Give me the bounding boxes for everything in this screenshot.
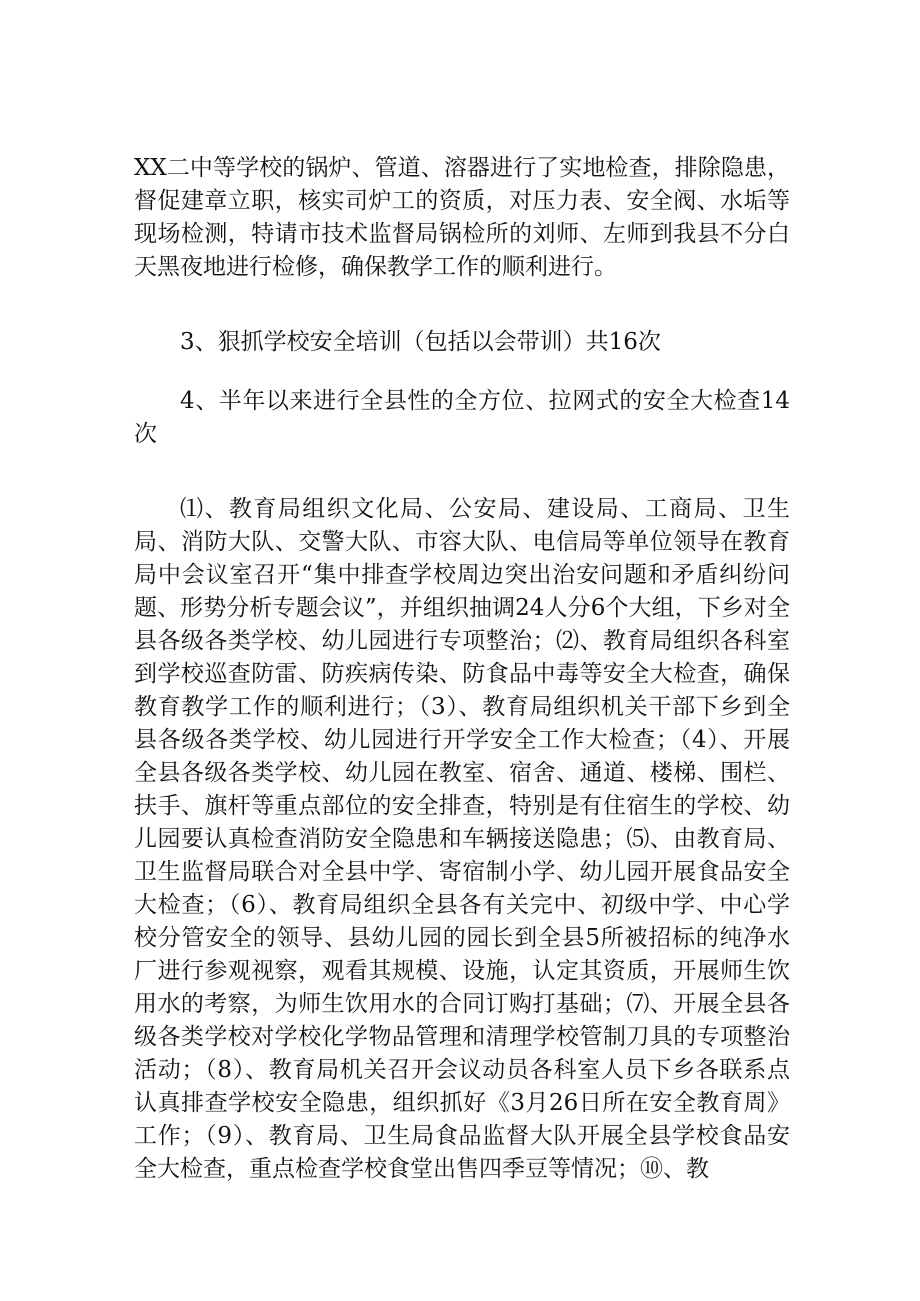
paragraph-safety-training: 3、狠抓学校安全培训（包括以会带训）共16次 [180,329,661,355]
paragraph-boiler-inspection: XX二中等学校的锅炉、管道、溶器进行了实地检查，排除隐患，督促建章立职，核实司炉工的资质，对压力表、安全阀、水垢等现场检测，特请市技术监督局锅检所的刘师、左师到我县不分白天黑夜地进行检修，确保教学工作的顺利进行。 [134,155,790,280]
paragraph-safety-inspections: 4、半年以来进行全县性的全方位、拉网式的安全大检查14次 [134,388,790,447]
paragraph-inspection-details: ⑴、教育局组织文化局、公安局、建设局、工商局、卫生局、消防大队、交警大队、市容大队、电信局等单位领导在教育局中会议室召开“集中排查学校周边突出治安问题和矛盾纠纷问题、形势分析专题会议”，并组织抽调24人分6个大组，下乡对全县各级各类学校、幼儿园进行专项整治；⑵、教育局组织各科室到学校巡查防雷、防疾病传染、防食品中毒等安全大检查，确保教育教学工作的顺利进行；（3）、教育局组织机关干部下乡到全县各级各类学校、幼儿园进行开学安全工作大检查；（4）、开展全县各级各类学校、幼儿园在教室、宿舍、通道、楼梯、围栏、扶手、旗杆等重点部位的安全排查，特别是有住宿生的学校、幼儿园要认真检查消防安全隐患和车辆接送隐患；⑸、由教育局、卫生监督局联合对全县中学、寄宿制小学、幼儿园开展食品安全大检查；（6）、教育局组织全县各有关完中、初级中学、中心学校分管安全的领导、县幼儿园的园长到全县5所被招标的纯净水厂进行参观视察，观看其规模、设施，认定其资质，开展师生饮用水的考察，为师生饮用水的合同订购打基础；⑺、开展全县各级各类学校对学校化学物品管理和清理学校管制刀具的专项整治活动；（8）、教育局机关召开会议动员各科室人员下乡各联系点认真排查学校安全隐患，组织抓好《3月26日所在安全教育周》工作；（9）、教育局、卫生局食品监督大队开展全县学校食品安全大检查，重点检查学校食堂出售四季豆等情况；⑩、教 [134,496,790,1182]
document-body [134,152,790,1186]
